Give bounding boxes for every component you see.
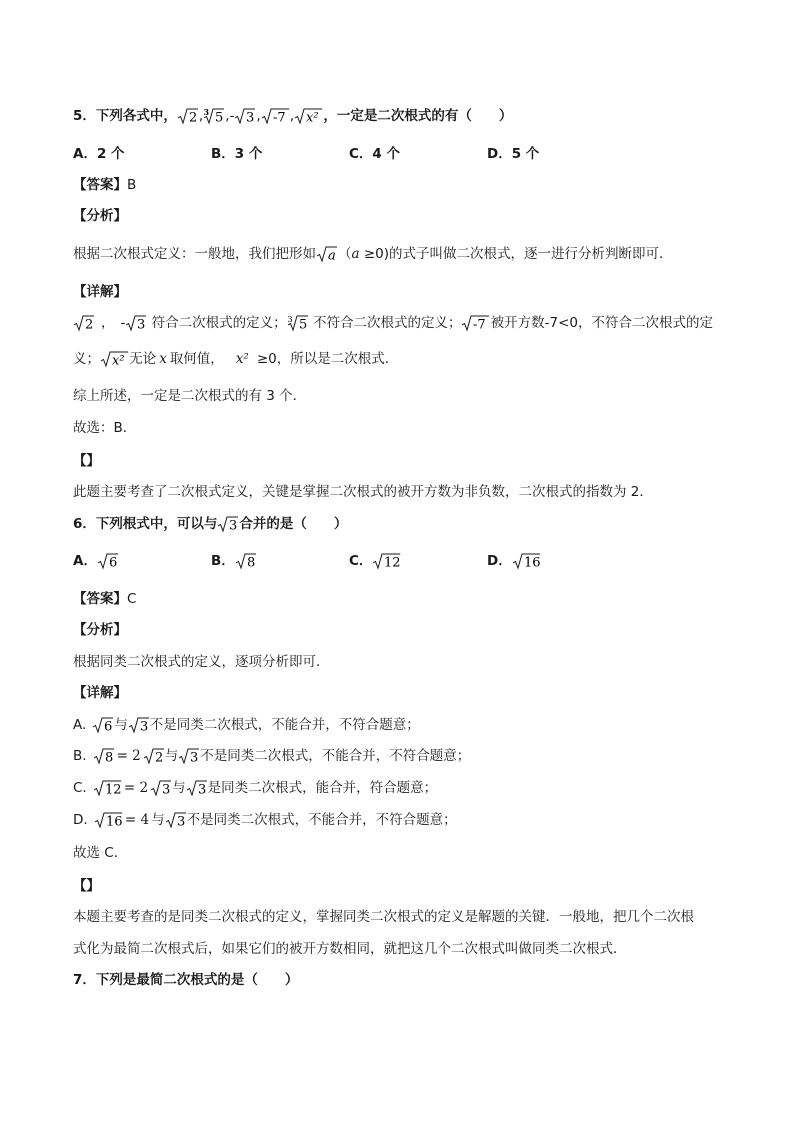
radical-sign — [316, 245, 338, 263]
detail-prefix: D. — [73, 812, 88, 828]
sqrt-neg7 — [461, 313, 490, 333]
comma-separator: , — [256, 108, 261, 124]
q6-option-b — [211, 551, 257, 571]
sqrt-3 — [186, 778, 208, 798]
svg-text:x²: x² — [306, 110, 319, 125]
detail-text: 不是同类二次根式，不能合并，不符合题意； — [149, 717, 420, 733]
radical-sign — [372, 552, 401, 570]
svg-text:2: 2 — [188, 110, 198, 125]
q5-analysis-label: 【分析】 — [73, 208, 127, 224]
sqrt-x2 — [100, 349, 129, 369]
sqrt-12 — [372, 551, 401, 571]
minus-sign: - — [229, 108, 235, 124]
q5-stem-prefix: 5．下列各式中， — [73, 108, 177, 124]
svg-text:3: 3 — [197, 782, 206, 797]
detail-text: 取何值， — [169, 351, 224, 367]
q6-stem-suffix: 合并的是（ ） — [239, 516, 348, 532]
sqrt-12 — [93, 778, 122, 798]
svg-text:8: 8 — [246, 555, 256, 570]
sqrt-3 — [165, 810, 187, 830]
equation-text: = 2 — [123, 780, 149, 796]
detail-text: ≥0，所以是二次根式． — [256, 351, 399, 367]
svg-text:2: 2 — [85, 317, 94, 332]
detail-text: 与 — [151, 812, 165, 828]
sqrt-2 — [73, 313, 95, 333]
radical-sign — [261, 107, 290, 125]
radical-sign — [128, 716, 150, 734]
q6-detail-c — [73, 778, 437, 798]
svg-text:5: 5 — [298, 317, 307, 332]
cube-root-sign — [203, 107, 225, 125]
svg-text:-7: -7 — [272, 110, 286, 125]
svg-text:3: 3 — [137, 317, 146, 332]
minus-sign: - — [120, 315, 126, 331]
q5-summary: 综上所述，一定是二次根式的有 3 个． — [73, 388, 307, 404]
q5-option-a: A．2 个 — [73, 146, 125, 162]
radical-sign — [97, 552, 119, 570]
q6-option-a — [73, 551, 119, 571]
analysis-text-part: （ — [338, 246, 352, 262]
option-label: D． — [487, 553, 512, 569]
svg-text:3: 3 — [203, 107, 210, 117]
q6-analysis-text: 根据同类二次根式的定义，逐项分析即可． — [73, 654, 330, 670]
svg-text:16: 16 — [523, 555, 541, 570]
radical-sign — [73, 314, 95, 332]
q5-analysis-text — [73, 244, 673, 264]
sqrt-6 — [92, 715, 114, 735]
radical-sign — [94, 811, 123, 829]
q5-option-d: D．5 个 — [487, 146, 540, 162]
radical-sign — [93, 779, 122, 797]
q5-answer — [73, 175, 136, 195]
detail-text: 是同类二次根式，能合并，符合题意； — [207, 780, 438, 796]
svg-text:3: 3 — [190, 750, 199, 765]
svg-text:6: 6 — [104, 719, 113, 734]
q5-detail-label: 【详解】 — [73, 284, 127, 300]
detail-text: 被开方数-7<0，不符合二次根式的定 — [490, 315, 714, 331]
sqrt-8 — [93, 746, 115, 766]
q5-detail-line-2 — [73, 349, 398, 369]
q5-detail-line-1 — [73, 313, 713, 333]
sqrt-3 — [125, 313, 147, 333]
answer-label: 【答案】 — [73, 591, 127, 607]
q5-radical-list — [177, 106, 323, 126]
answer-value: C — [127, 591, 137, 607]
detail-text: 不是同类二次根式，不能合并，不符合题意； — [200, 748, 471, 764]
sqrt-16 — [94, 810, 123, 830]
radical-sign — [150, 779, 172, 797]
sqrt-6 — [97, 551, 119, 571]
variable-a: a — [351, 246, 360, 262]
radical-sign — [165, 811, 187, 829]
q5-comment-text: 此题主要考查了二次根式定义，关键是掌握二次根式的被开方数为非负数，二次根式的指数为 2． — [73, 484, 653, 500]
sqrt-2 — [143, 746, 165, 766]
q5-option-c: C．4 个 — [349, 146, 401, 162]
detail-text: 与 — [164, 748, 179, 764]
svg-text:3: 3 — [246, 110, 255, 125]
sqrt-3 — [150, 778, 172, 798]
sqrt-3 — [178, 746, 200, 766]
q6-detail-b — [73, 746, 470, 766]
detail-text: 义； — [73, 351, 100, 367]
radical-sign — [186, 779, 208, 797]
q5-comment-label: 【】 — [73, 453, 100, 469]
answer-value: B — [127, 177, 137, 193]
radical-sign — [235, 552, 257, 570]
cube-root-sign — [287, 314, 309, 332]
q6-comment-line-1: 本题主要考查的是同类二次根式的定义，掌握同类二次根式的定义是解题的关键．一般地，把几个二次根 — [73, 909, 694, 925]
q5-stem — [73, 106, 512, 126]
q6-stem-prefix: 6．下列根式中，可以与 — [73, 516, 218, 532]
q6-detail-a — [73, 715, 420, 735]
q6-stem — [73, 514, 347, 534]
q6-option-c — [349, 551, 402, 571]
variable-x: x — [159, 351, 167, 367]
detail-text: 符合二次根式的定义； — [151, 315, 287, 331]
detail-text: 与 — [172, 780, 186, 796]
option-label: A． — [73, 553, 97, 569]
option-label: B． — [211, 553, 235, 569]
radical-sign — [461, 314, 490, 332]
comma-separator: , — [225, 108, 230, 124]
detail-text: 与 — [114, 717, 128, 733]
detail-text: 无论 — [129, 351, 157, 367]
svg-text:a: a — [328, 248, 336, 263]
option-label: C． — [349, 553, 373, 569]
q6-choose: 故选 C． — [73, 845, 128, 861]
radical-sign — [512, 552, 541, 570]
radical-sign — [294, 107, 323, 125]
sqrt-a-formula — [316, 244, 338, 264]
q5-option-b: B．3 个 — [211, 146, 263, 162]
detail-text: ， — [101, 315, 115, 331]
svg-text:5: 5 — [215, 110, 224, 125]
answer-label: 【答案】 — [73, 177, 127, 193]
q6-comment-line-2: 式化为最简二次根式后，如果它们的被开方数相同，就把这几个二次根式叫做同类二次根式． — [73, 941, 627, 957]
svg-text:x²: x² — [112, 353, 125, 368]
svg-text:8: 8 — [104, 750, 113, 765]
q6-answer — [73, 589, 136, 609]
svg-text:3: 3 — [176, 814, 185, 829]
radical-sign — [234, 107, 256, 125]
svg-text:3: 3 — [229, 518, 238, 533]
detail-prefix: B. — [73, 748, 87, 764]
equation-text: = 2 — [116, 748, 141, 764]
svg-text:3: 3 — [287, 315, 293, 324]
svg-text:6: 6 — [108, 555, 118, 570]
detail-prefix: A. — [73, 717, 87, 733]
radical-sign — [93, 747, 115, 765]
sqrt-3 — [128, 715, 150, 735]
radical-sign — [177, 107, 199, 125]
radical-sign — [125, 314, 147, 332]
svg-text:12: 12 — [384, 555, 401, 570]
q6-detail-label: 【详解】 — [73, 685, 127, 701]
svg-text:2: 2 — [154, 750, 164, 765]
svg-text:-7: -7 — [473, 317, 487, 332]
analysis-text-part: 根据二次根式定义：一般地，我们把形如 — [73, 246, 316, 262]
radical-sign — [100, 350, 129, 368]
q5-stem-suffix: ，一定是二次根式的有（ ） — [323, 108, 513, 124]
svg-text:16: 16 — [105, 814, 123, 829]
detail-text: 不是同类二次根式，不能合并，不符合题意； — [186, 812, 457, 828]
comma-separator: , — [289, 108, 295, 124]
detail-prefix: C. — [73, 780, 87, 796]
q6-analysis-label: 【分析】 — [73, 622, 127, 638]
q7-stem: 7．下列是最简二次根式的是（ ） — [73, 972, 299, 988]
q6-detail-d — [73, 810, 457, 830]
detail-text: 不符合二次根式的定义； — [312, 315, 462, 331]
svg-text:3: 3 — [139, 719, 149, 734]
analysis-text-part: ≥0)的式子叫做二次根式，逐一进行分析判断即可． — [359, 246, 673, 262]
radical-sign — [143, 747, 165, 765]
radical-sign — [92, 716, 114, 734]
svg-text:3: 3 — [162, 782, 171, 797]
sqrt-16 — [512, 551, 541, 571]
q6-option-d — [487, 551, 541, 571]
sqrt-8 — [235, 551, 257, 571]
radical-sign — [178, 747, 200, 765]
q6-comment-label: 【】 — [73, 878, 100, 894]
equation-text: = 4 — [124, 812, 150, 828]
radical-sign — [217, 515, 239, 533]
svg-text:12: 12 — [104, 782, 122, 797]
comma-separator: , — [198, 108, 204, 124]
x-squared: x² — [235, 351, 249, 367]
sqrt-3 — [217, 514, 239, 534]
q5-choose: 故选：B． — [73, 420, 137, 436]
cbrt-5 — [287, 313, 309, 333]
